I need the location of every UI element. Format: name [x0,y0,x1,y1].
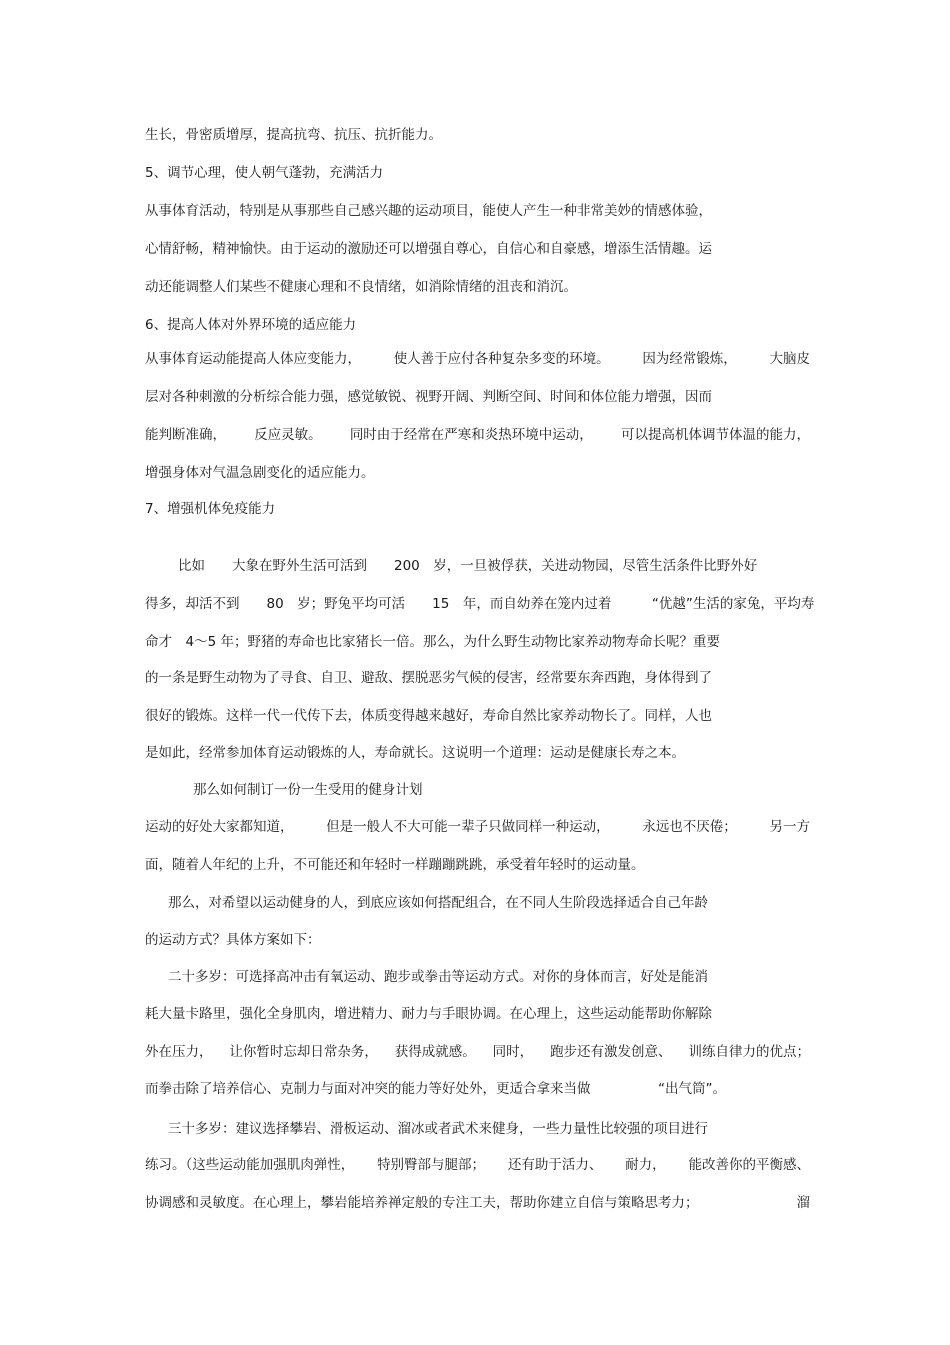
text-segment: 能改善你的平衡感、 [688,1157,810,1173]
text-line: 动还能调整人们某些不健康心理和不良情绪，如消除情绪的沮丧和消沉。 [145,279,577,295]
text-segment: 练习。（这些运动能加强肌肉弹性， [145,1157,355,1173]
text-line: 层对各种刺激的分析综合能力强，感觉敏锐、视野开阔、判断空间、时间和体位能力增强，因而 [145,389,712,405]
text-line: 心情舒畅，精神愉快。由于运动的激励还可以增强自尊心，自信心和自豪感，增添生活情趣。运 [145,241,712,257]
text-line [145,426,810,444]
section-heading: 7、增强机体免疫能力 [145,501,276,517]
text-line: 很好的锻炼。这样一代一代传下去，体质变得越来越好，寿命自然比家养动物长了。同样，人也 [145,708,712,724]
text-line: 的一条是野生动物为了寻食、自卫、避敌、摆脱恶劣气候的侵害，经常要东奔西跑，身体得到了 [145,670,712,686]
text-segment: 外在压力， [145,1044,213,1060]
text-segment: 协调感和灵敏度。在心理上，攀岩能培养禅定般的专注工夫，帮助你建立自信与策略思考力； [145,1195,699,1211]
text-segment: 但是一般人不大可能一辈子只做同样一种运动， [326,819,610,835]
text-segment: 能判断准确， [145,427,226,443]
text-line: 从事体育活动，特别是从事那些自己感兴趣的运动项目，能使人产生一种非常美妙的情感体验， [145,203,712,219]
text-line [145,1043,810,1061]
text-line [145,350,810,368]
text-segment: 训练自律力的优点； [688,1044,810,1060]
text-segment: 同时， [492,1044,534,1060]
text-segment: 永远也不厌倦； [642,819,737,835]
text-line: 而拳击除了培养信心、克制力与面对冲突的能力等好处外，更适合拿来当做 “出气筒”。 [145,1081,726,1097]
text-line: 得多，却活不到 80 岁；野兔平均可活 15 年，而自幼养在笼内过着 “优越”生活的家兔，平均寿 [145,596,815,612]
text-line: 面，随着人年纪的上升，不可能还和年轻时一样蹦蹦跳跳，承受着年轻时的运动量。 [145,857,645,873]
text-line: 命才 4～5 年；野猪的寿命也比家猪长一倍。那么，为什么野生动物比家养动物寿命长呢？重要 [145,634,720,650]
subheading: 那么如何制订一份一生受用的健身计划 [193,782,423,798]
text-segment: 耐力， [625,1157,666,1173]
text-segment: 还有助于活力、 [507,1157,603,1173]
text-segment: 另一方 [769,819,810,835]
text-segment: 同时由于经常在严寒和炎热环境中运动， [349,427,593,443]
text-line [145,1194,810,1212]
text-line: 二十多岁：可选择高冲击有氧运动、跑步或拳击等运动方式。对你的身体而言，好处是能消 [168,969,708,985]
text-segment: 特别臀部与腿部； [377,1157,486,1173]
text-line: 增强身体对气温急剧变化的适应能力。 [145,465,375,481]
text-segment: 溜 [796,1195,810,1211]
text-line: 比如 大象在野外生活可活到 200 岁，一旦被俘获，关进动物园，尽管生活条件比野外好 [178,558,758,574]
text-segment: 因为经常锻炼， [642,351,737,367]
text-segment: 跑步还有激发创意、 [550,1044,672,1060]
text-line [145,818,810,836]
text-line: 三十多岁：建议选择攀岩、滑板运动、溜冰或者武术来健身，一些力量性比较强的项目进行 [168,1121,708,1137]
text-segment: 反应灵敏。 [254,427,322,443]
text-segment: 可以提高机体调节体温的能力， [620,427,810,443]
text-segment: 运动的好处大家都知道， [145,819,294,835]
text-segment: 让你暂时忘却日常杂务， [229,1044,378,1060]
section-heading: 5、调节心理，使人朝气蓬勃，充满活力 [145,165,384,181]
section-heading: 6、提高人体对外界环境的适应能力 [145,317,357,333]
text-line [145,1156,810,1174]
text-line: 生长，骨密质增厚，提高抗弯、抗压、抗折能力。 [145,127,442,143]
text-segment: 使人善于应付各种复杂多变的环境。 [393,351,610,367]
text-line: 是如此，经常参加体育运动锻炼的人，寿命就长。这说明一个道理：运动是健康长寿之本。 [145,745,685,761]
text-segment: 从事体育运动能提高人体应变能力， [145,351,361,367]
text-segment: 大脑皮 [769,351,810,367]
text-line: 耗大量卡路里，强化全身肌肉，增进精力、耐力与手眼协调。在心理上，这些运动能帮助你解除 [145,1006,712,1022]
text-line: 那么，对希望以运动健身的人，到底应该如何搭配组合，在不同人生阶段选择适合自己年龄 [168,895,708,911]
text-line: 的运动方式？具体方案如下： [145,932,321,948]
text-segment: 获得成就感。 [394,1044,476,1060]
